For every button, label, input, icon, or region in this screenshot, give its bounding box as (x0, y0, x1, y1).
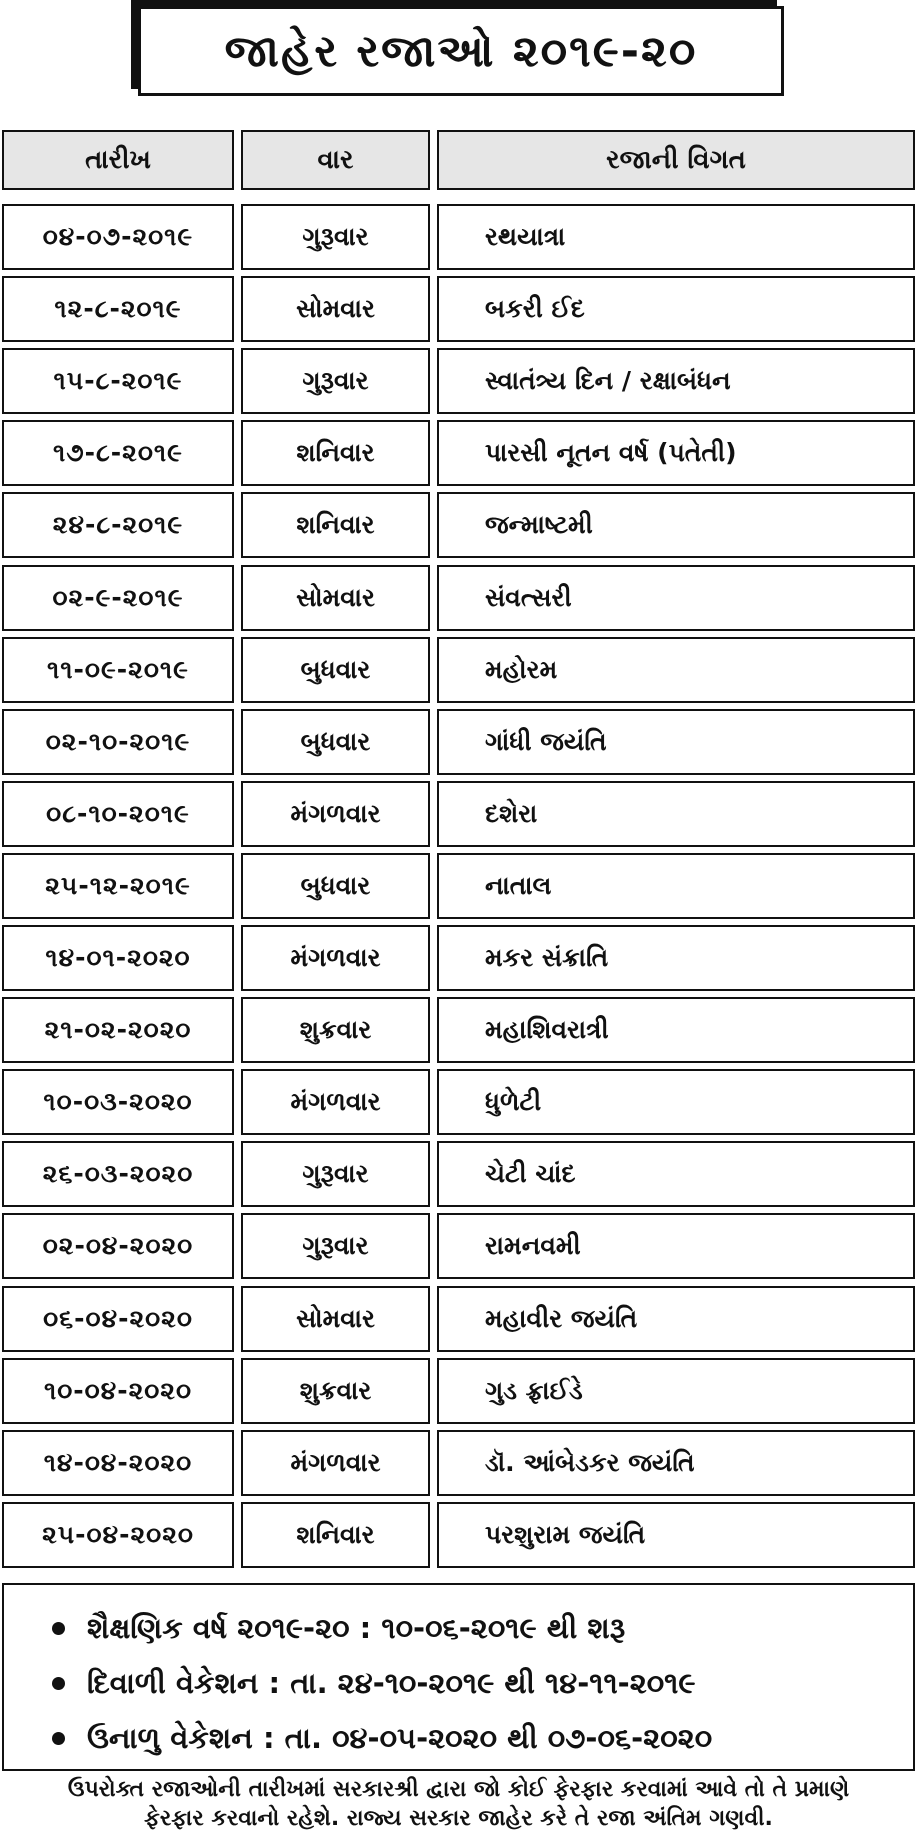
cell-day: મંગળવાર (241, 1430, 430, 1496)
cell-date: ૨૫-૧૨-૨૦૧૯ (2, 853, 234, 919)
cell-description: રથયાત્રા (437, 204, 915, 270)
cell-description: ધુળેટી (437, 1069, 915, 1135)
cell-day: મંગળવાર (241, 781, 430, 847)
page-title-box (138, 6, 784, 96)
cell-date: ૧૨-૮-૨૦૧૯ (2, 276, 234, 342)
footer-line-2: ફેરફાર કરવાનો રહેશે. રાજ્ય સરકાર જાહેર કરે તે રજા અંતિમ ગણવી. (144, 1806, 773, 1831)
cell-description: મહાવીર જયંતિ (437, 1286, 915, 1352)
cell-description: પરશુરામ જયંતિ (437, 1502, 915, 1568)
table-row (0, 853, 917, 919)
cell-date: ૦૮-૧૦-૨૦૧૯ (2, 781, 234, 847)
table-row (0, 925, 917, 991)
table-row (0, 276, 917, 342)
bullet-icon (52, 1622, 65, 1635)
cell-date: ૧૫-૮-૨૦૧૯ (2, 348, 234, 414)
table-row (0, 637, 917, 703)
note-text: ઉનાળુ વેકેશન : તા. ૦૪-૦૫-૨૦૨૦ થી ૦૭-૦૬-૨૦૨૦ (87, 1721, 713, 1755)
table-row (0, 709, 917, 775)
header-day: વાર (241, 130, 430, 190)
cell-description: રામનવમી (437, 1213, 915, 1279)
cell-description: જન્માષ્ટમી (437, 492, 915, 558)
cell-description: ગુડ ફ્રાઈડે (437, 1358, 915, 1424)
cell-date: ૨૧-૦૨-૨૦૨૦ (2, 997, 234, 1063)
table-row (0, 1286, 917, 1352)
table-row (0, 781, 917, 847)
table-row (0, 348, 917, 414)
cell-day: સોમવાર (241, 565, 430, 631)
note-text: શૈક્ષણિક વર્ષ ૨૦૧૯-૨૦ : ૧૦-૦૬-૨૦૧૯ થી શરૂ (87, 1611, 626, 1645)
cell-description: મહોરમ (437, 637, 915, 703)
cell-date: ૧૧-૦૯-૨૦૧૯ (2, 637, 234, 703)
table-row (0, 1141, 917, 1207)
cell-day: શુક્રવાર (241, 997, 430, 1063)
table-row (0, 997, 917, 1063)
table-row (0, 1430, 917, 1496)
cell-description: ગાંધી જયંતિ (437, 709, 915, 775)
table-row (0, 1213, 917, 1279)
cell-day: ગુરૂવાર (241, 204, 430, 270)
table-row (0, 1358, 917, 1424)
table-row (0, 1069, 917, 1135)
note-diwali-vacation (52, 1656, 913, 1711)
cell-description: દશેરા (437, 781, 915, 847)
cell-date: ૨૬-૦૩-૨૦૨૦ (2, 1141, 234, 1207)
cell-date: ૧૪-૦૪-૨૦૨૦ (2, 1430, 234, 1496)
cell-day: ગુરૂવાર (241, 1141, 430, 1207)
cell-day: મંગળવાર (241, 1069, 430, 1135)
cell-description: સંવત્સરી (437, 565, 915, 631)
table-row (0, 1502, 917, 1568)
cell-description: પારસી નૂતન વર્ષ (પતેતી) (437, 420, 915, 486)
note-text: દિવાળી વેકેશન : તા. ૨૪-૧૦-૨૦૧૯ થી ૧૪-૧૧-૨૦૧૯ (87, 1666, 696, 1700)
table-header (0, 130, 917, 190)
cell-day: ગુરૂવાર (241, 1213, 430, 1279)
cell-date: ૧૪-૦૧-૨૦૨૦ (2, 925, 234, 991)
page-title: જાહેર રજાઓ ૨૦૧૯-૨૦ (224, 25, 698, 77)
cell-date: ૧૦-૦૩-૨૦૨૦ (2, 1069, 234, 1135)
header-date: તારીખ (2, 130, 234, 190)
cell-date: ૦૨-૧૦-૨૦૧૯ (2, 709, 234, 775)
note-summer-vacation (52, 1711, 913, 1766)
cell-day: સોમવાર (241, 276, 430, 342)
cell-description: મકર સંક્રાતિ (437, 925, 915, 991)
cell-date: ૦૪-૦૭-૨૦૧૯ (2, 204, 234, 270)
table-row (0, 492, 917, 558)
cell-day: બુધવાર (241, 853, 430, 919)
cell-date: ૦૨-૯-૨૦૧૯ (2, 565, 234, 631)
cell-description: મહાશિવરાત્રી (437, 997, 915, 1063)
cell-date: ૧૦-૦૪-૨૦૨૦ (2, 1358, 234, 1424)
cell-description: ચેટી ચાંદ (437, 1141, 915, 1207)
cell-description: સ્વાતંત્ર્ય દિન / રક્ષાબંધન (437, 348, 915, 414)
cell-day: બુધવાર (241, 709, 430, 775)
cell-date: ૦૨-૦૪-૨૦૨૦ (2, 1213, 234, 1279)
cell-day: શનિવાર (241, 420, 430, 486)
table-row (0, 565, 917, 631)
note-academic-year (52, 1601, 913, 1656)
cell-description: બકરી ઈદ (437, 276, 915, 342)
cell-description: નાતાલ (437, 853, 915, 919)
cell-date: ૨૫-૦૪-૨૦૨૦ (2, 1502, 234, 1568)
cell-date: ૧૭-૮-૨૦૧૯ (2, 420, 234, 486)
cell-day: શુક્રવાર (241, 1358, 430, 1424)
cell-date: ૨૪-૮-૨૦૧૯ (2, 492, 234, 558)
footer-disclaimer (0, 1775, 917, 1833)
cell-day: શનિવાર (241, 492, 430, 558)
table-row (0, 420, 917, 486)
cell-day: બુધવાર (241, 637, 430, 703)
cell-day: સોમવાર (241, 1286, 430, 1352)
footer-line-1: ઉપરોક્ત રજાઓની તારીખમાં સરકારશ્રી દ્વારા જો કોઈ ફેરફાર કરવામાં આવે તો તે પ્રમાણે (67, 1777, 850, 1802)
bullet-icon (52, 1677, 65, 1690)
cell-day: શનિવાર (241, 1502, 430, 1568)
table-row (0, 204, 917, 270)
bullet-icon (52, 1732, 65, 1745)
cell-day: ગુરૂવાર (241, 348, 430, 414)
notes-box (2, 1583, 915, 1771)
header-description: રજાની વિગત (437, 130, 915, 190)
cell-date: ૦૬-૦૪-૨૦૨૦ (2, 1286, 234, 1352)
cell-description: ડૉ. આંબેડકર જયંતિ (437, 1430, 915, 1496)
cell-day: મંગળવાર (241, 925, 430, 991)
